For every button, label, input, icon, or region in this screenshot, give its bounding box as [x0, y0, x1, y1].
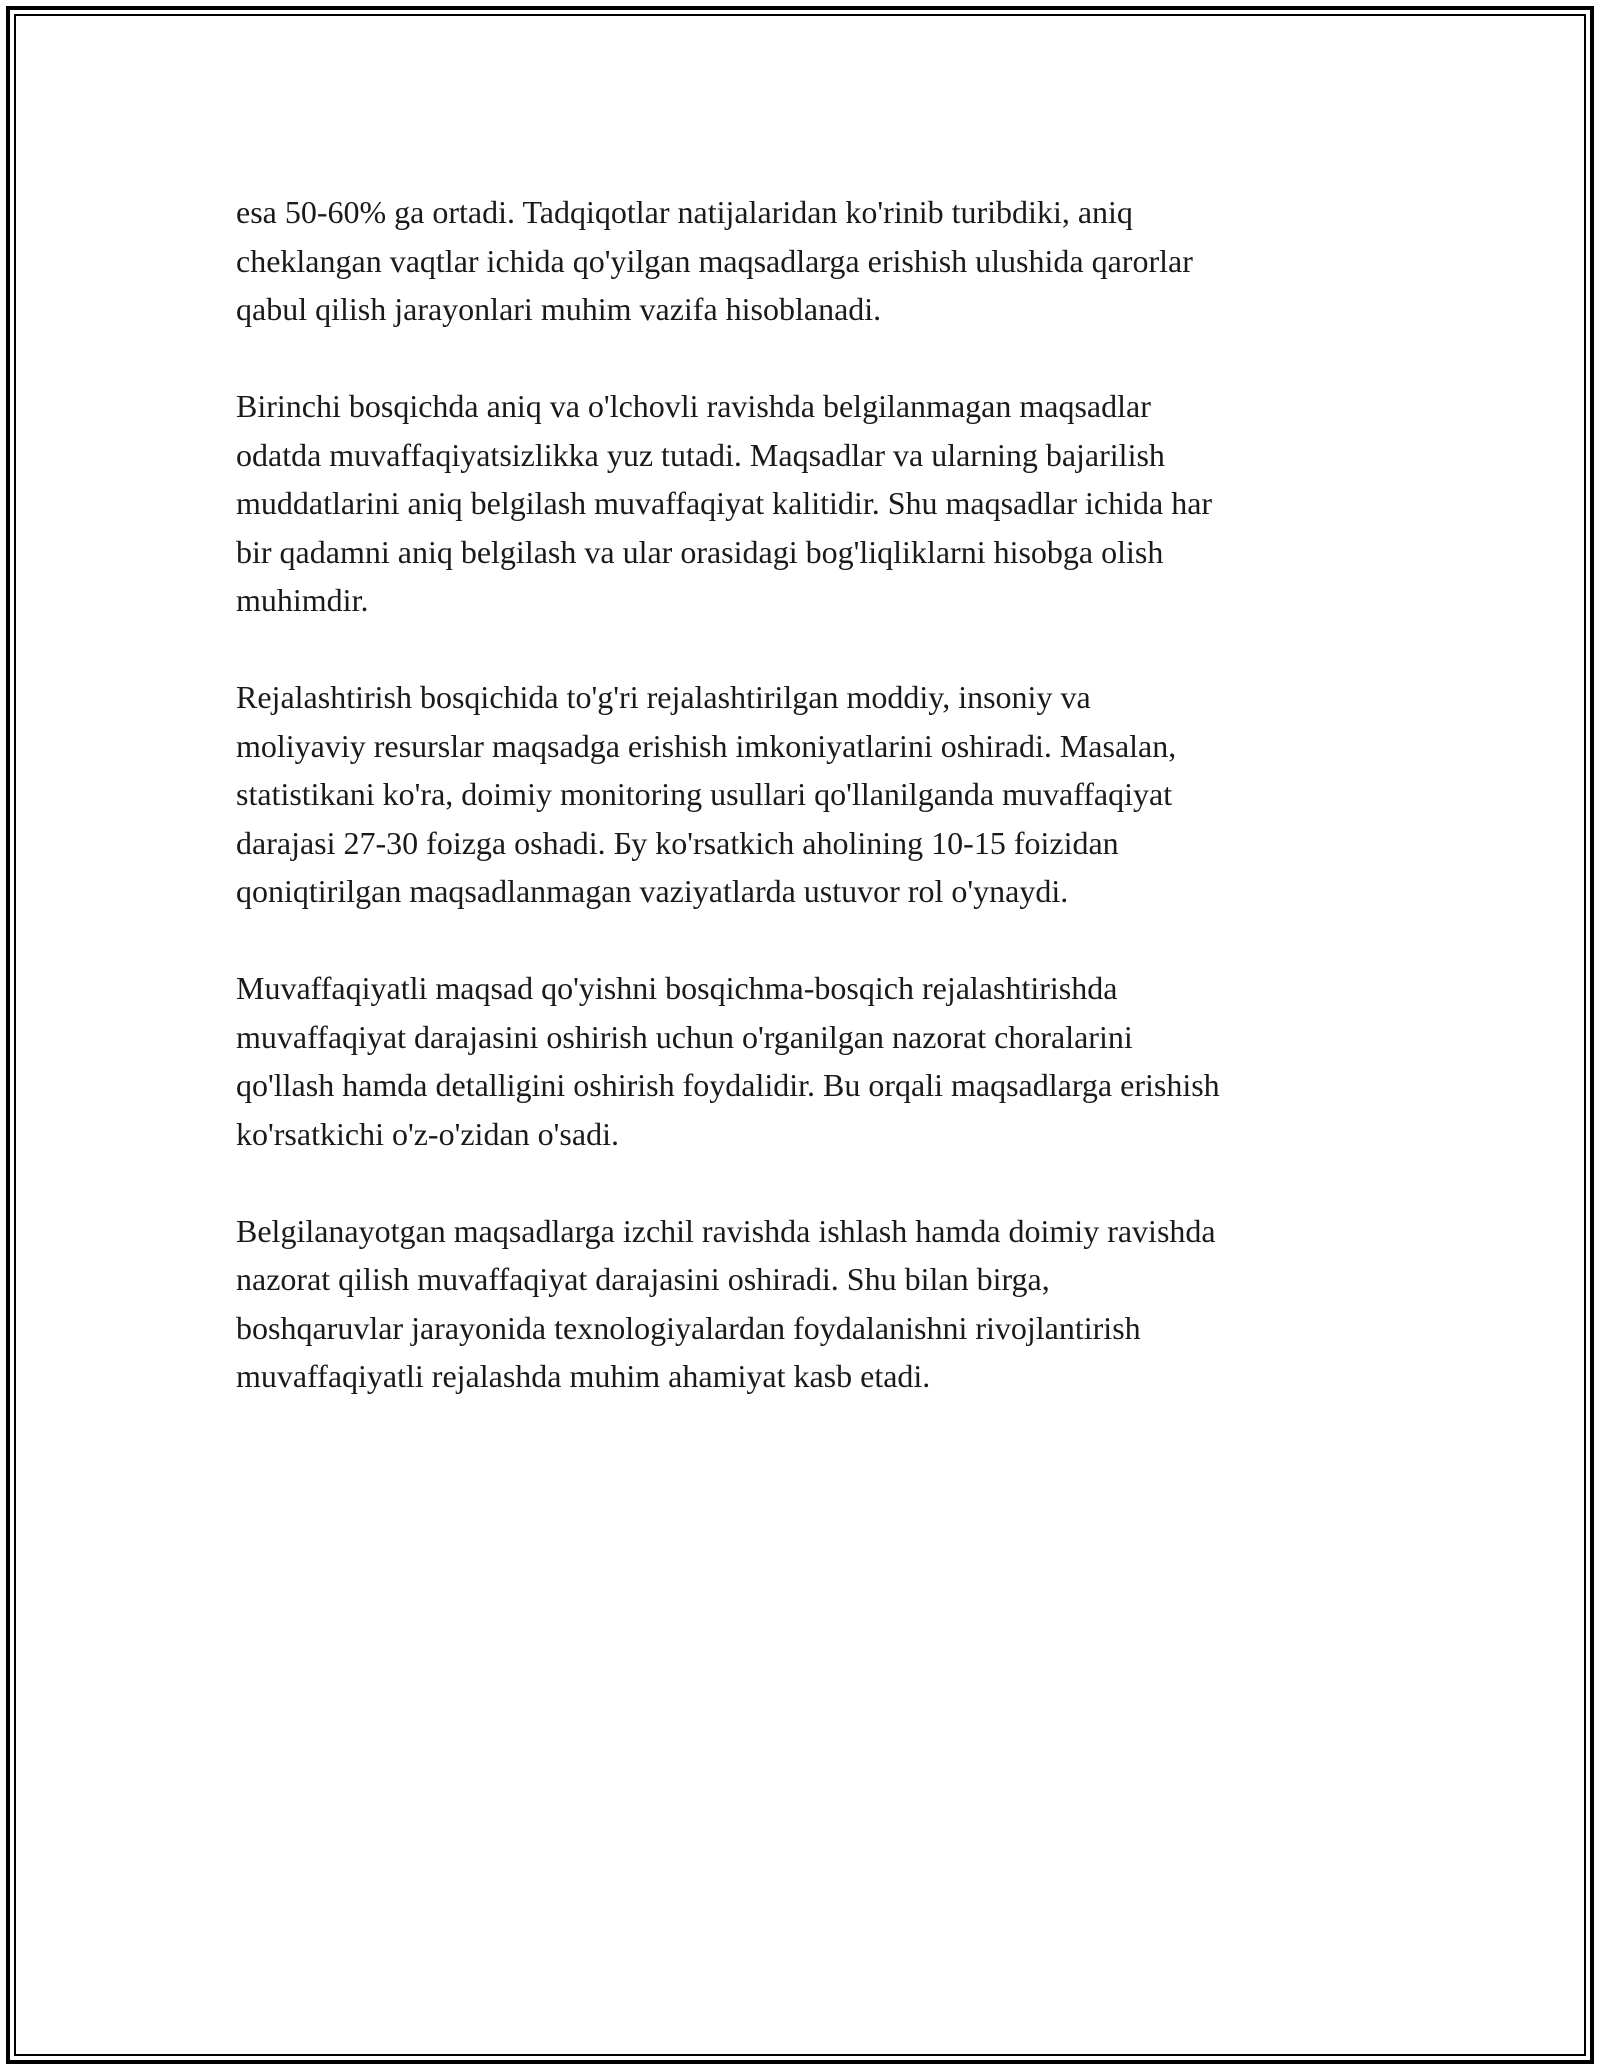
paragraph-5: Belgilanayotgan maqsadlarga izchil ravishda ishlash hamda doimiy ravishda nazorat qilish muvaffaqiyat darajasini oshiradi. Shu bilan birga, boshqaruvlar jarayonida texnologiyalardan foydalanishni rivojlantirish muvaffaqiyatli rejalashda muhim ahamiyat kasb etadi.: [236, 1212, 1216, 1394]
paragraph-3: Rejalashtirish bosqichida to'g'ri rejalashtirilgan moddiy, insoniy va moliyaviy resurslar maqsadga erishish imkoniyatlarini oshiradi. Masalan, statistikani ko'ra, doimiy monitoring usullari qo'llanilganda muvaffaqiyat darajasi 27-30 foizga oshadi. Бу ko'rsatkich aholining 10-15 foizidan qoniqtirilgan maqsadlanmagan vaziyatlarda ustuvor rol o'ynaydi.: [236, 679, 1177, 909]
paragraph-4: Muvaffaqiyatli maqsad qo'yishni bosqichma-bosqich rejalashtirishda muvaffaqiyat darajasini oshirish uchun o'rganilgan nazorat choralarini qo'llash hamda detalligini oshirish foydalidir. Bu orqali maqsadlarga erishish ko'rsatkichi o'z-o'zidan o'sadi.: [236, 970, 1220, 1152]
paragraph-1: esa 50-60% ga ortadi. Tadqiqotlar natijalaridan ko'rinib turibdiki, aniq cheklangan vaqtlar ichida qo'yilgan maqsadlarga erishish ulushida qarorlar qabul qilish jarayonlari muhim vazifa hisoblanadi.: [236, 194, 1193, 327]
document-body: [236, 188, 1376, 1449]
paragraph-2: Birinchi bosqichda aniq va o'lchovli ravishda belgilanmagan maqsadlar odatda muvaffaqiyatsizlikka yuz tutadi. Maqsadlar va ularning bajarilish muddatlarini aniq belgilash muvaffaqiyat kalitidir. Shu maqsadlar ichida har bir qadamni aniq belgilash va ular orasidagi bog'liqliklarni hisobga olish muhimdir.: [236, 388, 1213, 618]
